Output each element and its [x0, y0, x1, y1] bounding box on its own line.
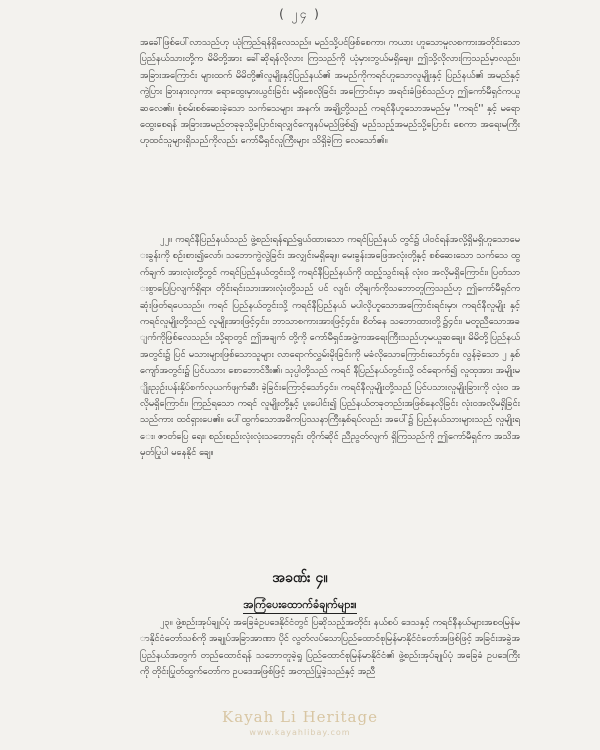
paragraph-23: ၂၃။ ဖွဲ့စည်းအုပ်ချုပ်ပုံ အခြေခံဥပဒေနိုင်ငံတွင် ပြဆိုသည့်အတိုင်း နယ်စပ် ဒေသနှင့် ကရင်နီနယ်များအစဝမြန်မာနိုင်ငံတော်သစ်ကို အချုပ်အခြာအာဏာ ပိုင် လွတ်လပ်သောပြည်ထောင်စုမြန်မာနိုင်ငံတော်အဖြစ်ဖြင့် အခြင်းအခွဲအပြည်နယ်အတွက် တည်ထောင်ရန် သဘောတူခဲ့ရှု ပြည်ထောင်စုမြန်မာနိုင်ငံ၏ ဖွဲ့စည်းအုပ်ချုပ်ပုံ အခြေခံ ဥပဒေကြီးကို တိုင်းပြုတ်ထွက်တော်က ဥပဒေအဖြစ်ဖြင့် အတည်ပြုခဲ့သည်နှင့် အညီ [140, 617, 520, 678]
section-heading [0, 598, 600, 614]
section-heading-text: အကြံပေးထောက်ခံချက်များ။ [243, 598, 356, 614]
paragraph-1: အခေါ်ဖြစ်ပေါ်လာသည်ဟု ယုံကြည်ရန်ရှိလေသည်။ မည်သို့ပင်ဖြစ်စေကာ၊ ကယား ဟူသောမူလစကားအတိုင်းသော ပြည်နယ်သားတို့က မိမိတို့အား ခေါ်ဆိုရန်လိုလား ကြသည်ကို ယုံမှားဘွယ်မရှိချေ။ ဤသို့လိုလားကြသည်မှာလည်း၊ အခြားအကြောင်း များထက် မိမိတို့၏လူမျိုးနှင့်ပြည်နယ်၏ အမည်ကိုကရင်ဟူသောလူမျိုးနှင့် ပြည်နယ်၏ အမည်နှင့် ကွဲပြား ခြားနားလှကာ၊ ရောထွေးမှားယွင်းခြင်း မရှိစေလိုခြင်း အကြောင်းမှာ အရင်းခံဖြစ်သည်ဟု ဤကော်မီရှင်ကယူဆလေ၏။ စုံစမ်းစစ်ဆေးခဲ့သော သက်သေများ အနက်၊ အချို့တို့သည် ကရင်နီဟူသောအမည်မှ ''ကရင်'' နှင့် မရောထွေးစေရန် အခြားအမည်တခုခုသို့ပြောင်းရလျှင်ကျေနပ်မည်ဖြစ်၍၊ မည်သည့်အမည်သို့ပြောင်း စေကာ အရေးမကြီးဟုထင်သူများရှိသည်ကိုလည်း ကော်မီရှင်လူကြီးများ သိရှိခဲ့ကြ လေသော်၏။ [140, 37, 520, 147]
watermark: Kayah Li Heritage [222, 708, 378, 726]
page-number: ( ၂၄ ) [279, 7, 321, 21]
chapter-heading: အခဏ်း ၄။ [272, 570, 328, 586]
paragraph-22: ၂၂။ ကရင်နီပြည်နယ်သည် ဖွဲ့စည်းရန်ရည်ရွယ်ထားသော ကရင်ပြည်နယ် တွင်၌ ပါဝင်ရန်အလို့ရှိမရှိဟူသောမေးခွန်းကို စဉ်းစား၍လော်၊ သဘောကွဲလွဲခြင်း အလျှင်းမရှိချေ။ မေးခွန်းအဖြေအလုံးတို့နှင့် စစ်ဆေးသော သက်သေ ထွက်ချက် အားလုံးတို့တွင် ကရင်ပြည်နယ်တွင်းသို့ ကရင်နီပြည်နယ်ကို ထည့်သွင်းရန် လုံးဝ အလိုမရှိကြောင်း၊ ပြတ်သားစွာပြေပြလျက်ရှိရာ၊ တိုင်းရင်းသားအားလုံးတို့သည် ပင် လျင်၊ တိုချက်ကိုသဘောတူကြသည်ဟု ဤကော်မီရှင်ကဆုံးဖြတ်ရပေသည်။ ကရင် ပြည်နယ်တွင်းသို့ ကရင်နီပြည်နယ် မပါလိုဟူသောအကြောင်းရင်းမှာ၊ ကရင်နီလူမျိုး နှင့် ကရင်လူမျိုးတို့သည် လူမျိုးအားဖြင့်၄င်း၊ ဘာသာစကားအားဖြင့်၄င်း၊ စိတ်နေ သဘောထားတို့၌၄င်း၊ မတူညီသောအချက်ကိုဖြစ်လေသည်။ သို့ရာတွင် ဤအချက် တို့ကို ကော်မီရှင်အဖွဲ့ကအရေးကြီးသည်ဟုမယူဆချေ။ မိမိတို့ပြည်နယ်အတွင်း၌ ပြင် မသားများဖြစ်သောသူများ လာရောက်လွှမ်းမိုးခြင်းကို မခံလိုသောကြောင်းသော်၄င်း၊ လွန်ခဲ့သော ၂ နှစ်ကျော်အတွင်း၌ ပြင်ပသား စောဘောင်ဒီး၏၊ သုပ္ပါတို့သည် ကရင် နီပြည်နယ်တွင်းသို့ ဝင်ရောက်၍ လူထုအား အမျိုးမျိုးညှဉ်းပန်းနှိပ်စက်လုယက်ဖျက်ဆီး ခဲ့ခြင်းကြောင့်သော်၄င်း၊ ကရင်နီလူမျိုးတို့သည် ပြင်ပသားလူမျိုးခြားကို လုံးဝ အလိုမရှိကြောင်း၊ ကြည်ရသော ကရင် လူမျိုးတို့နှင့် ပူးပေါင်း၍ ပြည်နယ်တခုတည်းအဖြစ်နေလိုခြင်း လုံးဝအလိုမရှိခြင်း သည်ကား ထင်ရှားပေ၏။ ပေါ်ထွက်သောအဓိကပြဿနာကြီးနှစ်ရပ်လည်း အပေါ်၌ ပြည်နယ်သားများသည် လူမျိုးရေး၊ ဇာတ်ပြေ ရေး၊ စည်းစည်းလုံးလုံးသဘောရှင်း တိုက်ဆိုင် ညီညွတ်လျက် ရှိကြသည်ကို ဤကော်မီရှင်က အသိအမှတ်ပြုပါ မနေနိုင် ချေ။ [140, 234, 520, 459]
watermark-url: www.kayahlibay.com [249, 728, 351, 737]
